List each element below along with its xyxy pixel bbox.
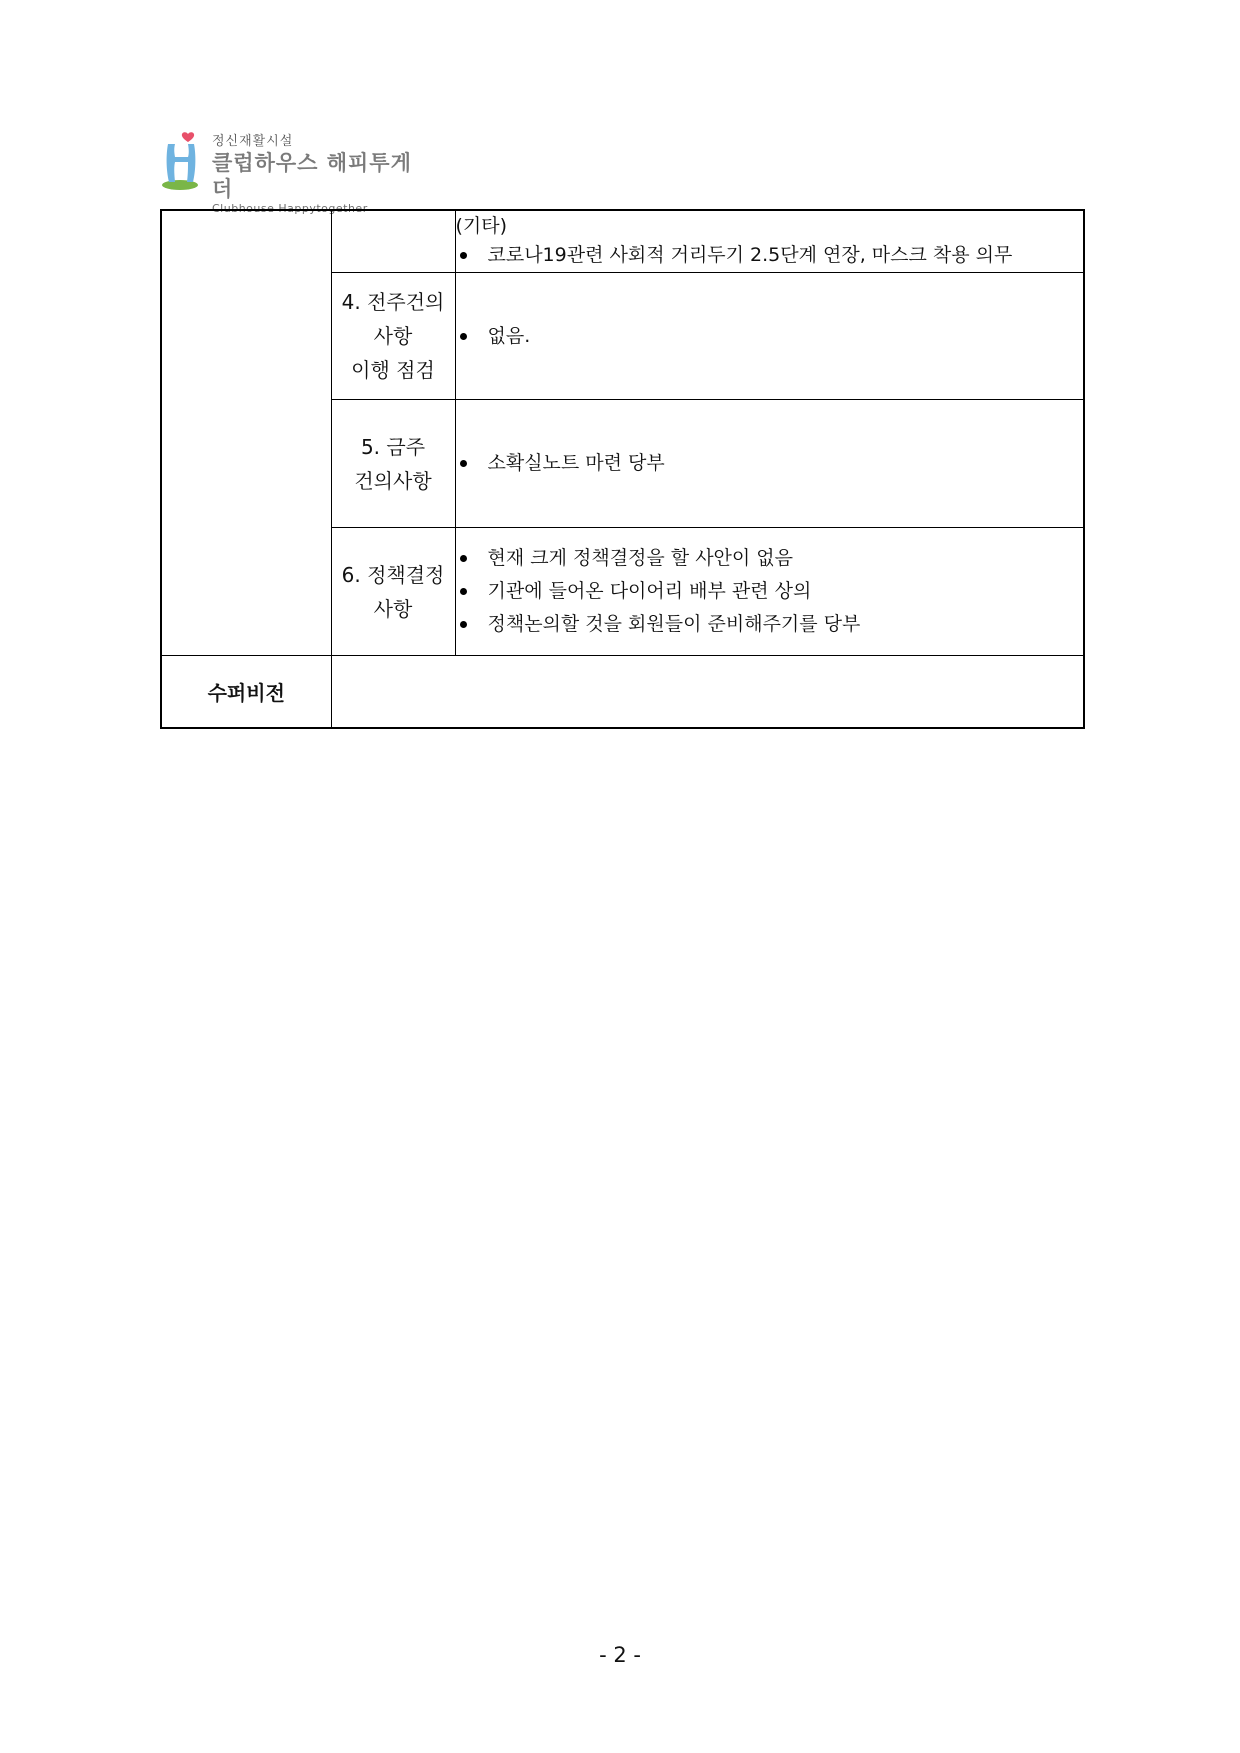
facility-type-label: 정신재활시설 xyxy=(212,134,294,149)
list-item: 없음. xyxy=(456,320,1084,353)
supervision-content xyxy=(331,656,1084,728)
clubhouse-logo xyxy=(160,130,420,215)
content-cell-other xyxy=(455,210,1084,273)
supervision-label: 수퍼비전 xyxy=(161,656,331,728)
list-item: 정책논의할 것을 회원들이 준비해주기를 당부 xyxy=(456,608,1084,641)
list-item: 소확실노트 마련 당부 xyxy=(456,447,1084,480)
bullet-icon xyxy=(460,252,467,259)
list-item: 코로나19관련 사회적 거리두기 2.5단계 연장, 마스크 착용 의무 xyxy=(456,239,1084,272)
content-cell-policy xyxy=(455,528,1084,656)
list-item: 기관에 들어온 다이어리 배부 관련 상의 xyxy=(456,575,1084,608)
table-row-other xyxy=(161,210,1084,273)
clubhouse-h-logo-icon xyxy=(160,130,210,192)
list-item: 현재 크게 정책결정을 할 사안이 없음 xyxy=(456,542,1084,575)
bullet-icon xyxy=(460,555,467,562)
label-cell-empty xyxy=(331,210,455,273)
row-label-this-week: 5. 금주 건의사항 xyxy=(331,400,455,528)
facility-name-english: Clubhouse Happytogether xyxy=(212,202,368,215)
facility-name: 클럽하우스 해피투게더 xyxy=(212,151,412,201)
bullet-icon xyxy=(460,460,467,467)
bullet-icon xyxy=(460,588,467,595)
content-cell-this-week xyxy=(455,400,1084,528)
other-heading: (기타) xyxy=(455,215,508,237)
content-cell-previous-week xyxy=(455,273,1084,400)
row-label-policy: 6. 정책결정 사항 xyxy=(331,528,455,656)
meeting-minutes-table xyxy=(160,209,1085,729)
category-cell-empty xyxy=(161,210,331,656)
bullet-icon xyxy=(460,333,467,340)
bullet-icon xyxy=(460,621,467,628)
row-label-previous-week: 4. 전주건의 사항 이행 점검 xyxy=(331,273,455,400)
page-number: - 2 - xyxy=(599,1643,641,1667)
table-row-supervision xyxy=(161,656,1084,728)
